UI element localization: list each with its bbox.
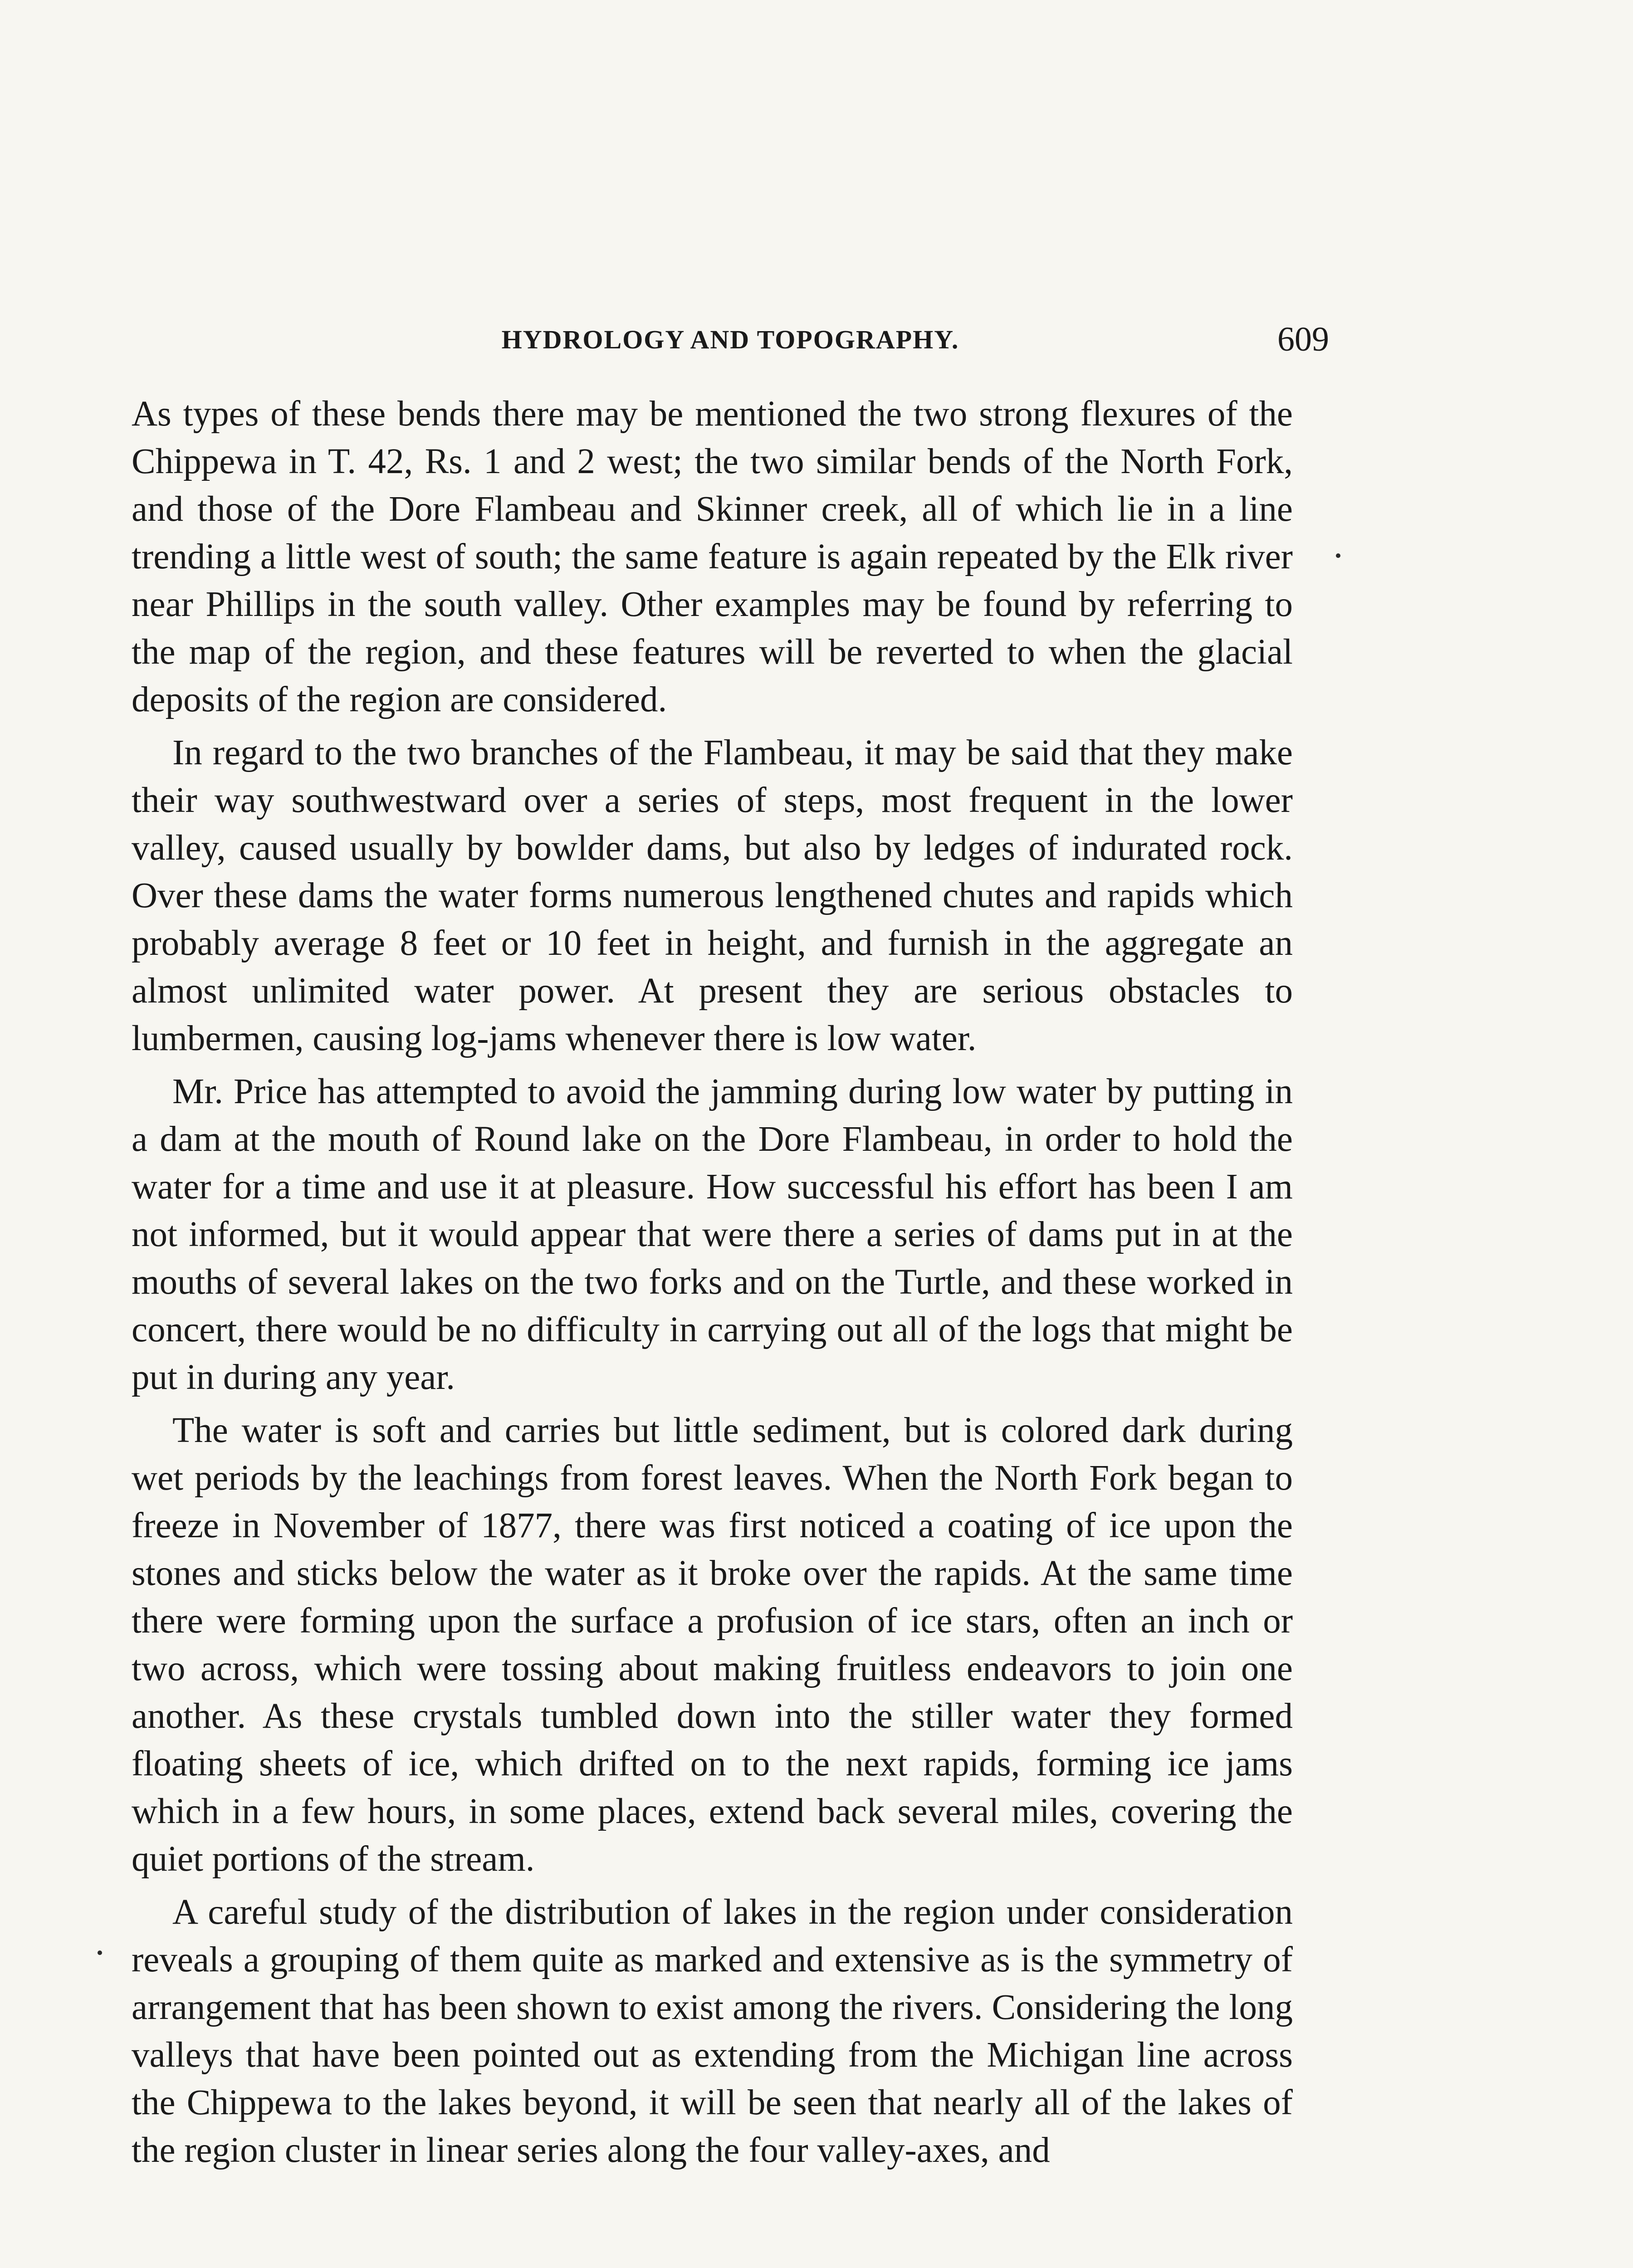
paragraph-bends: As types of these bends there may be mentioned the two strong flexures of the Chippewa in T. 42, Rs. 1 and 2 west; the two similar bends of the North Fork, and those of the Dore Flambeau and Skinner creek, all of which lie in a line trending a little west of south; the same feature is again repeated by the Elk river near Phillips in the south valley. Other examples may be found by referring to the map of the region, and these features will be reverted to when the glacial deposits of the region are considered. <box>132 394 1293 719</box>
paragraph-price-dam: Mr. Price has attempted to avoid the jamming during low water by putting in a dam at the mouth of Round lake on the Dore Flambeau, in order to hold the water for a time and use it at pleasure. How successful his effort has been I am not informed, but it would appear that were there a series of dams put in at the mouths of several lakes on the two forks and on the Turtle, and these worked in concert, there would be no difficulty in carrying out all of the logs that might be put in during any year. <box>132 1072 1293 1397</box>
ink-speck <box>1336 553 1340 558</box>
paragraph-flambeau-branches: In regard to the two branches of the Flambeau, it may be said that they make their way southwestward over a series of steps, most frequent in the lower valley, caused usually by bowlder dams, but also by ledges of indurated rock. Over these dams the water forms numerous lengthened chutes and rapids which probably average 8 feet or 10 feet in height, and furnish in the aggregate an almost unlimited water power. At present they are serious obstacles to lumbermen, causing log-jams whenever there is low water. <box>132 733 1293 1058</box>
body-text <box>132 390 1293 2180</box>
paragraph-lake-distribution: A careful study of the distribution of lakes in the region under consideration reveals a grouping of them quite as marked and extensive as is the symmetry of arrangement that has been shown to exist among the rivers. Considering the long valleys that have been pointed out as extending from the Michigan line across the Chippewa to the lakes beyond, it will be seen that nearly all of the lakes of the region cluster in linear series along the four valley-axes, and <box>132 1892 1293 2170</box>
running-head: HYDROLOGY AND TOPOGRAPHY. <box>501 325 959 354</box>
page-number: 609 <box>1277 320 1329 358</box>
paragraph-water-and-ice: The water is soft and carries but little sediment, but is colored dark during wet periods by the leachings from forest leaves. When the North Fork began to freeze in November of 1877, there was first noticed a coating of ice upon the stones and sticks below the water as it broke over the rapids. At the same time there were forming upon the surface a profusion of ice stars, often an inch or two across, which were tossing about making fruitless endeavors to join one another. As these crystals tumbled down into the stiller water they formed floating sheets of ice, which drifted on to the next rapids, forming ice jams which in a few hours, in some places, extend back several miles, covering the quiet portions of the stream. <box>132 1411 1293 1879</box>
page-header <box>132 320 1329 379</box>
ink-speck <box>98 1950 102 1955</box>
